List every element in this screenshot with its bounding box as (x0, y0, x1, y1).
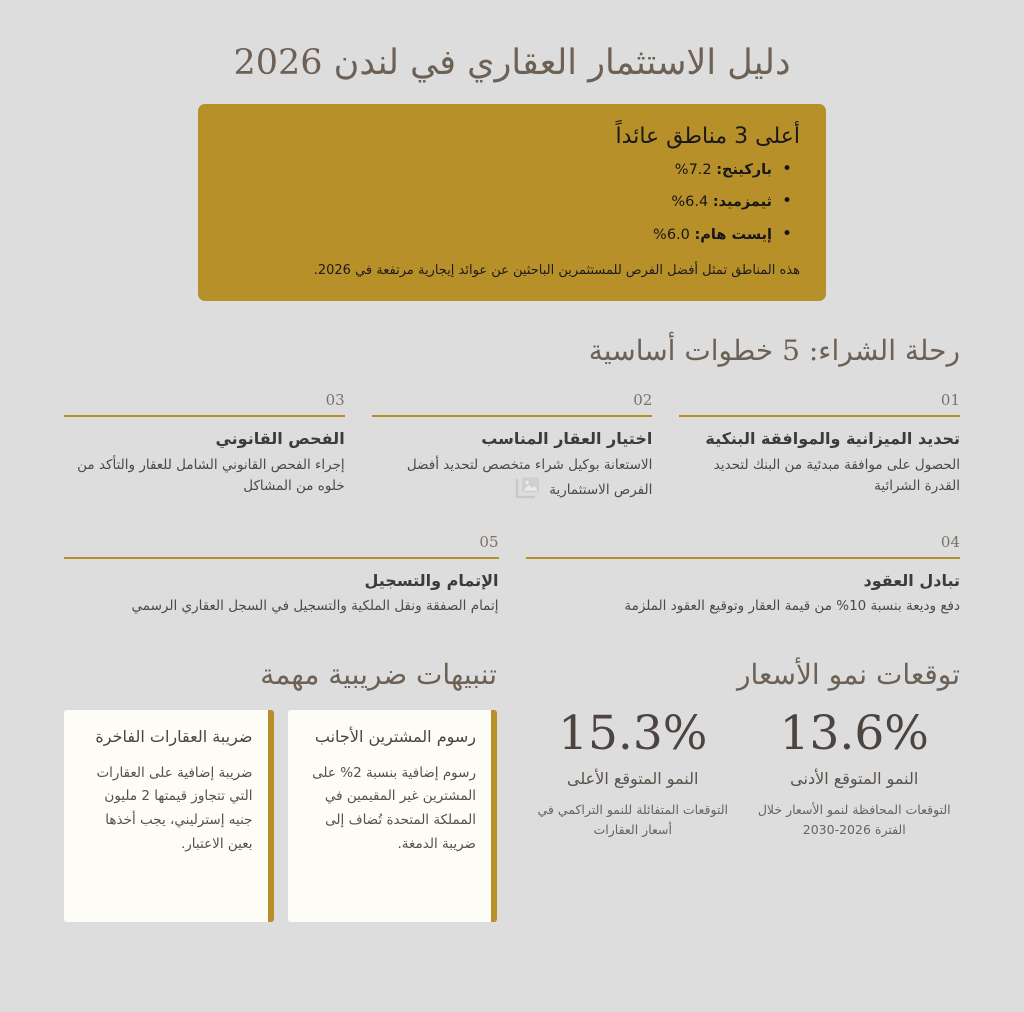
step-divider (372, 415, 653, 417)
highlight-box-note: هذه المناطق تمثل أفضل الفرص للمستثمرين الباحثين عن عوائد إيجارية مرتفعة في 2026. (313, 263, 800, 279)
tax-card-luxury-property (64, 710, 274, 922)
list-item (224, 163, 792, 179)
step-description: إجراء الفحص القانوني الشامل للعقار والتأكد من خلوه من المشاكل (77, 456, 345, 494)
step-title: تبادل العقود (863, 570, 960, 590)
forecast-stat-min (749, 705, 961, 840)
area-name: باركينج: (716, 161, 772, 178)
step-description-text: الاستعانة بوكيل شراء متخصص لتحديد أفضل الفرص الاستثمارية (406, 456, 653, 498)
step-card-01 (679, 385, 960, 500)
step-title: الفحص القانوني (215, 429, 345, 449)
step-divider (526, 557, 961, 559)
steps-grid-row-1 (64, 385, 960, 500)
tax-card-title: ضريبة العقارات الفاخرة (95, 726, 253, 746)
area-name: إيست هام: (694, 227, 772, 244)
step-divider (679, 415, 960, 417)
step-card-04 (526, 527, 961, 618)
tax-card-foreign-buyers (288, 710, 498, 922)
lower-sections (64, 657, 960, 921)
forecast-section-heading: توقعات نمو الأسعار (736, 658, 960, 692)
top-areas-list (224, 163, 800, 245)
step-card-03 (64, 385, 345, 500)
broken-image-icon (515, 476, 541, 500)
tax-card-body: ضريبة إضافية على العقارات التي تتجاوز قيمتها 2 مليون جنيه إسترليني، يجب أخذها بعين الاعتبار. (96, 764, 253, 852)
step-description: دفع وديعة بنسبة 10% من قيمة العقار وتوقيع العقود الملزمة (624, 598, 960, 615)
area-yield: 7.2% (674, 161, 712, 178)
step-divider (64, 415, 345, 417)
step-number: 04 (940, 532, 960, 551)
tax-section-heading: تنبيهات ضريبية مهمة (260, 658, 497, 692)
stat-label: النمو المتوقع الأدنى (790, 769, 919, 789)
tax-section (64, 657, 497, 921)
stat-label: النمو المتوقع الأعلى (567, 769, 699, 789)
forecast-stats (527, 705, 960, 840)
step-title: تحديد الميزانية والموافقة البنكية (705, 429, 960, 449)
list-item (224, 195, 792, 211)
stat-value: 13.6% (779, 705, 929, 761)
forecast-stat-max (527, 705, 739, 840)
step-title: الإتمام والتسجيل (364, 570, 499, 590)
step-number: 02 (633, 391, 653, 410)
steps-section-heading: رحلة الشراء: 5 خطوات أساسية (588, 333, 960, 367)
tax-card-title: رسوم المشترين الأجانب (314, 726, 476, 746)
step-number: 05 (479, 532, 499, 551)
step-description: الحصول على موافقة مبدئية من البنك لتحديد القدرة الشرائية (713, 456, 960, 494)
area-name: ثيمزميد: (712, 194, 772, 211)
step-number: 01 (940, 391, 960, 410)
steps-grid-row-2 (64, 527, 960, 618)
area-yield: 6.4% (671, 194, 709, 211)
step-description (372, 455, 653, 501)
step-description: إتمام الصفقة ونقل الملكية والتسجيل في السجل العقاري الرسمي (131, 598, 499, 615)
stat-description: التوقعات المحافظة لنمو الأسعار خلال الفترة 2026-2030 (757, 801, 951, 837)
area-yield: 6.0% (653, 227, 690, 244)
step-divider (64, 557, 499, 559)
tax-card-body: رسوم إضافية بنسبة 2% على المشترين غير المقيمين في المملكة المتحدة تُضاف إلى ضريبة الدمغة. (312, 764, 476, 852)
list-item (224, 228, 792, 244)
tax-cards (64, 710, 497, 922)
highlight-box-title: أعلى 3 مناطق عائداً (615, 123, 800, 149)
forecast-section (527, 657, 960, 921)
stat-description: التوقعات المتفائلة للنمو التراكمي في أسعار العقارات (537, 801, 729, 837)
stat-value: 15.3% (558, 705, 708, 761)
step-number: 03 (325, 391, 345, 410)
step-title: اختيار العقار المناسب (481, 429, 653, 449)
page-title: دليل الاستثمار العقاري في لندن 2026 (233, 43, 791, 83)
top-yields-highlight-box (198, 104, 826, 301)
step-card-05 (64, 527, 499, 618)
step-card-02 (372, 385, 653, 500)
